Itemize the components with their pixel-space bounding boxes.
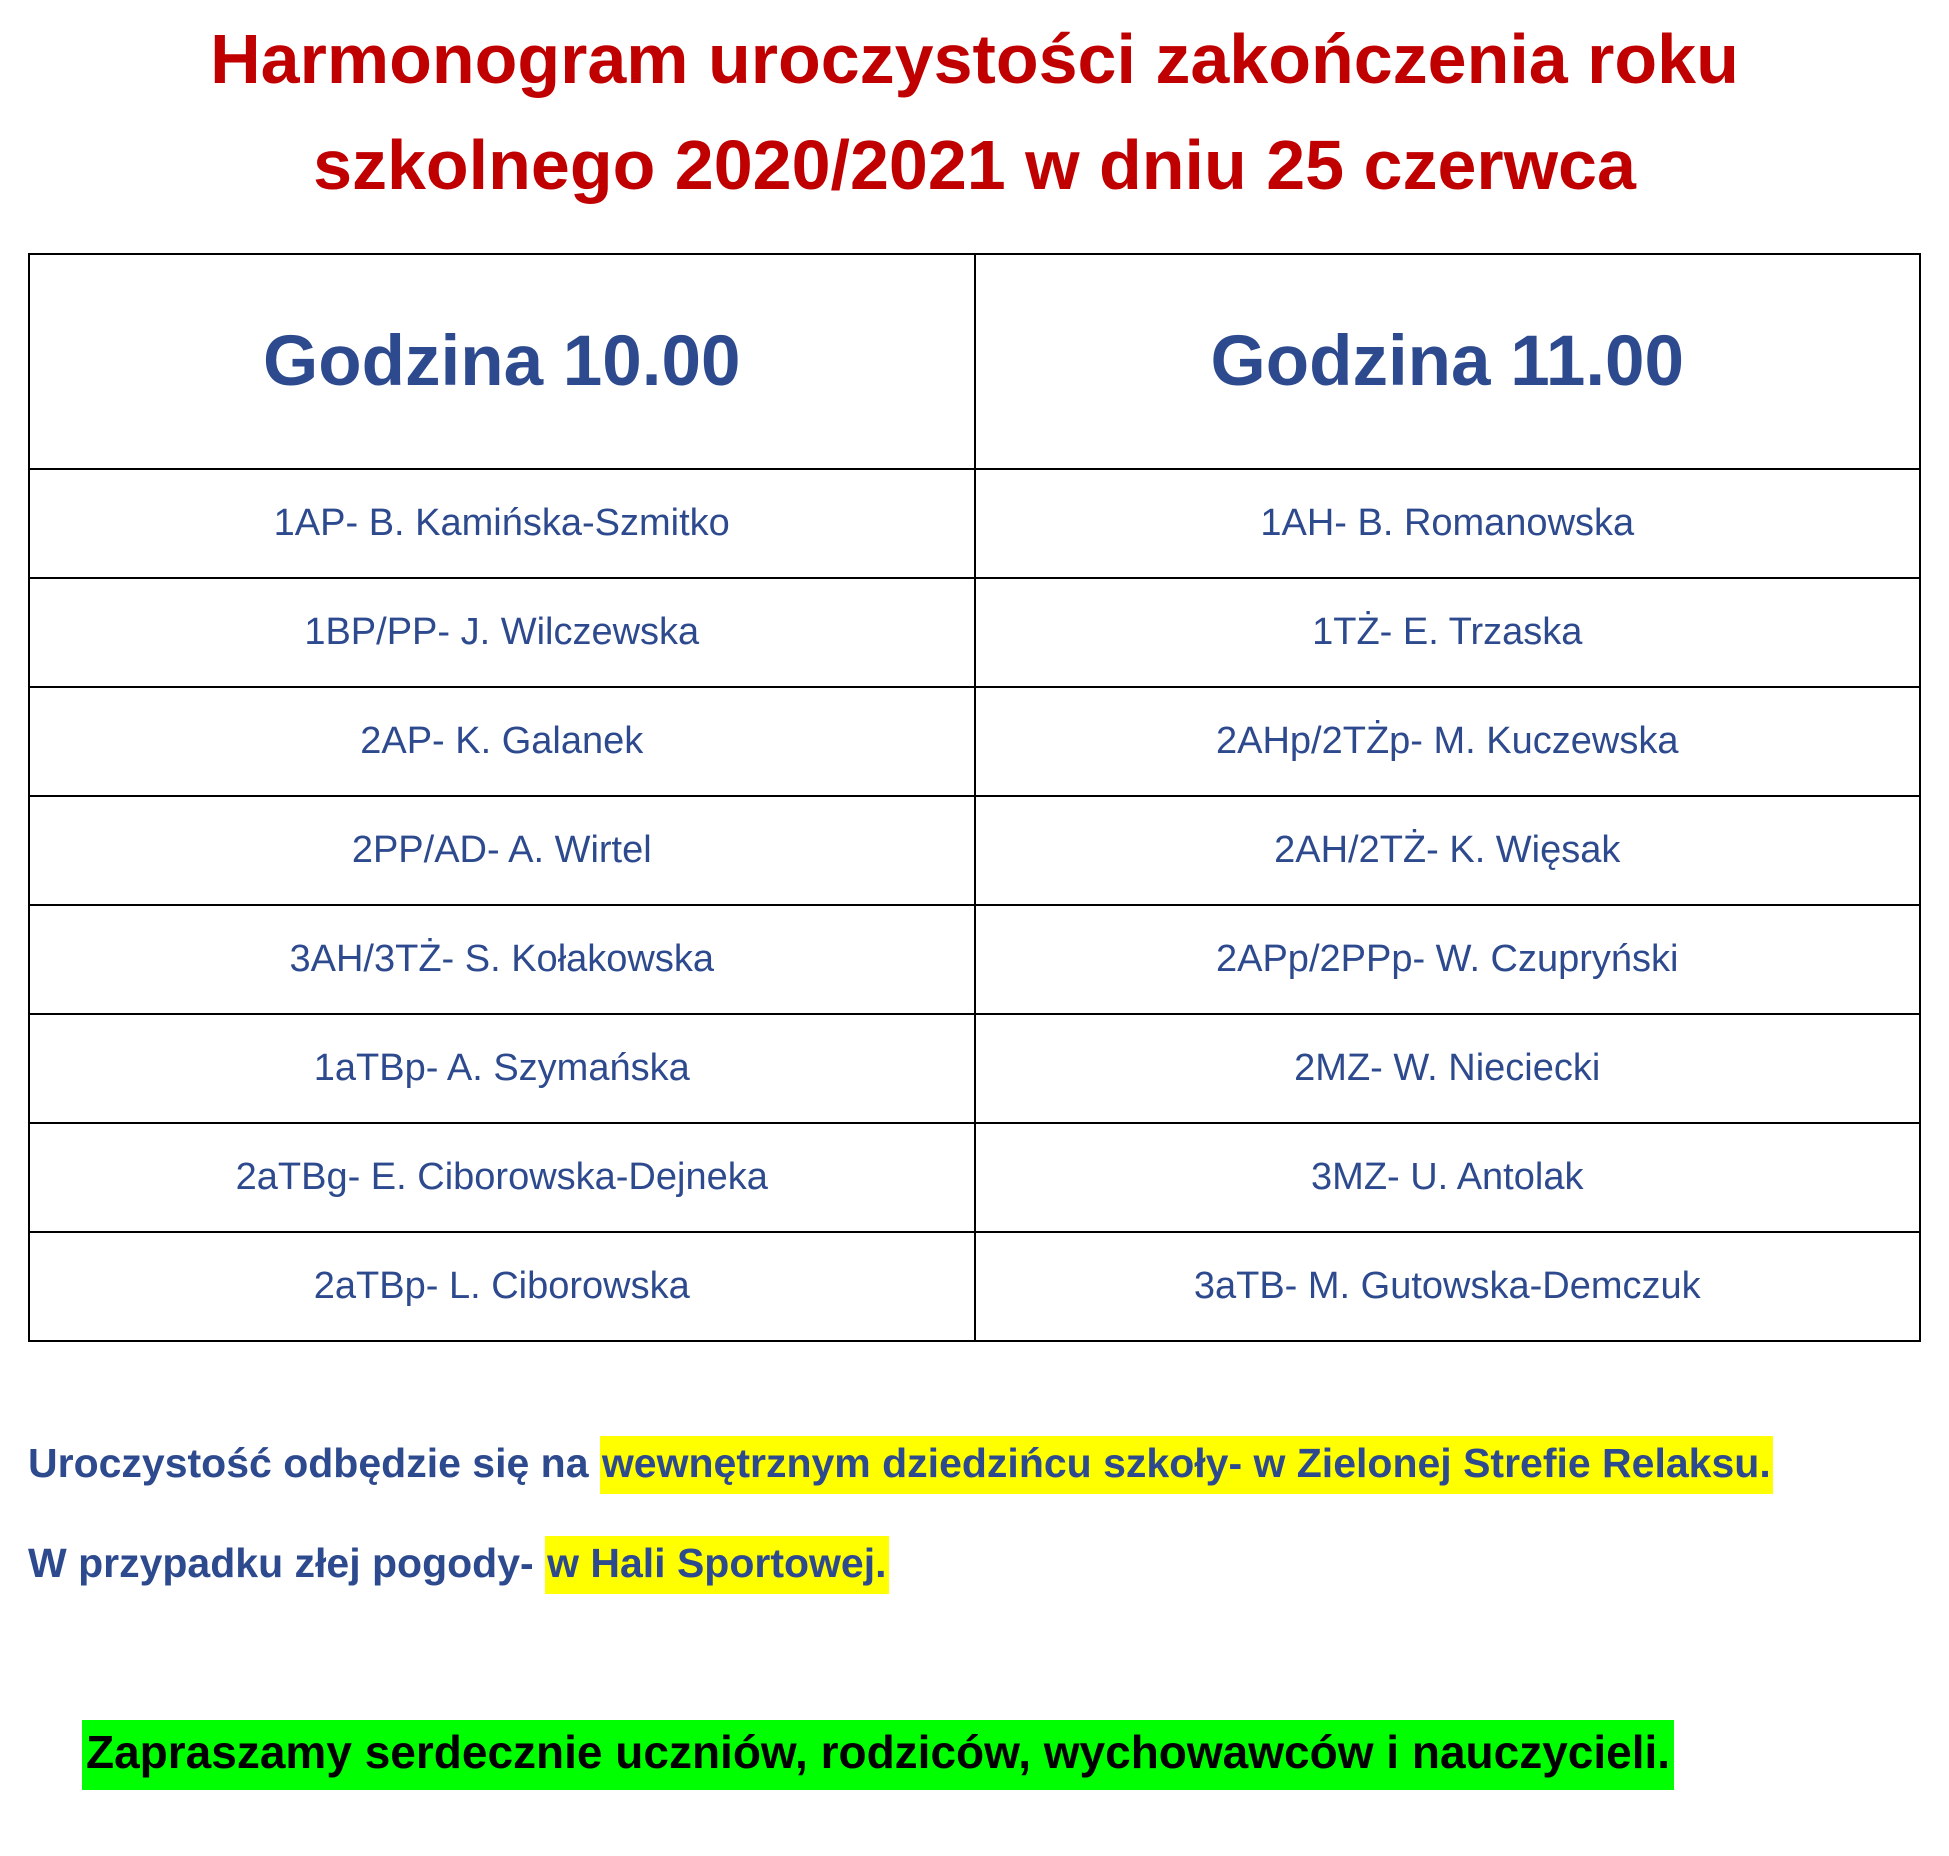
schedule-table [28,253,1921,1342]
bad-weather-info-text: W przypadku złej pogody- [28,1540,546,1586]
table-cell: 2AHp/2TŻp- M. Kuczewska [975,687,1921,796]
table-row [29,905,1920,1014]
table-cell: 1AH- B. Romanowska [975,469,1921,578]
column-header-10: Godzina 10.00 [29,254,975,469]
table-row [29,1123,1920,1232]
table-cell: 1BP/PP- J. Wilczewska [29,578,975,687]
table-row [29,796,1920,905]
page-title-line-1: Harmonogram uroczystości zakończenia roku [210,20,1739,98]
table-cell: 2aTBg- E. Ciborowska-Dejneka [29,1123,975,1232]
bad-weather-info [28,1540,889,1587]
table-cell: 2AP- K. Galanek [29,687,975,796]
table-cell: 1TŻ- E. Trzaska [975,578,1921,687]
table-cell: 2APp/2PPp- W. Czupryński [975,905,1921,1014]
table-row [29,687,1920,796]
table-cell: 3AH/3TŻ- S. Kołakowska [29,905,975,1014]
table-cell: 2AH/2TŻ- K. Więsak [975,796,1921,905]
table-row [29,1014,1920,1123]
table-cell: 1AP- B. Kamińska-Szmitko [29,469,975,578]
page-title-line-2: szkolnego 2020/2021 w dniu 25 czerwca [313,126,1636,204]
table-row [29,469,1920,578]
table-cell: 2PP/AD- A. Wirtel [29,796,975,905]
table-row [29,1232,1920,1341]
venue-info-text: Uroczystość odbędzie się na [28,1440,600,1486]
venue-info [28,1440,1773,1487]
bad-weather-info-highlight: w Hali Sportowej. [545,1536,888,1594]
table-cell: 3MZ- U. Antolak [975,1123,1921,1232]
invitation [82,1725,1674,1779]
table-cell: 2aTBp- L. Ciborowska [29,1232,975,1341]
invitation-text: Zapraszamy serdecznie uczniów, rodziców, wychowawców i nauczycieli. [82,1720,1674,1790]
table-cell: 2MZ- W. Nieciecki [975,1014,1921,1123]
table-cell: 3aTB- M. Gutowska-Demczuk [975,1232,1921,1341]
venue-info-highlight: wewnętrznym dziedzińcu szkoły- w Zielonej Strefie Relaksu. [600,1436,1773,1494]
schedule-header-row [29,254,1920,469]
table-row [29,578,1920,687]
page-title [0,6,1949,218]
table-cell: 1aTBp- A. Szymańska [29,1014,975,1123]
column-header-11: Godzina 11.00 [975,254,1921,469]
